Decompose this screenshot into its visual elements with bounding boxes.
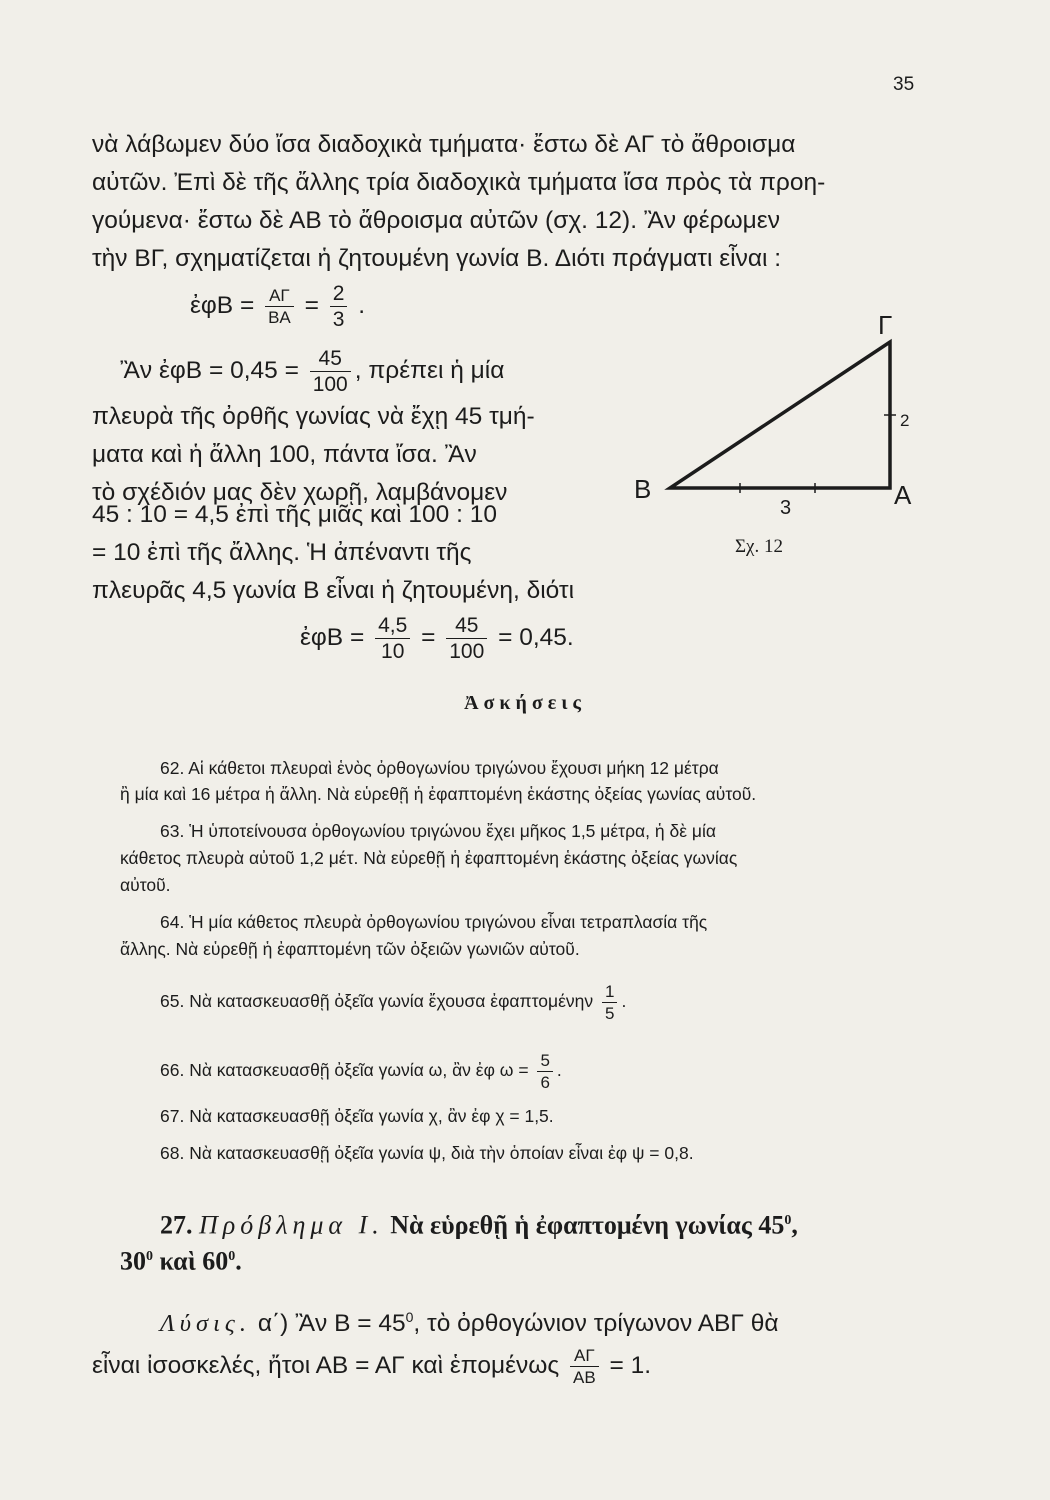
fraction-denominator: 6 bbox=[540, 1073, 550, 1092]
equals-sign: = bbox=[208, 356, 224, 384]
paragraph-line: ματα καὶ ἡ ἄλλη 100, πάντα ἴσα. Ἂν bbox=[92, 441, 477, 468]
fraction-denominator: ΑΒ bbox=[573, 1368, 596, 1387]
problem-27-title-cont bbox=[120, 1240, 242, 1279]
solution-label: Λύσις. bbox=[160, 1310, 251, 1338]
fraction bbox=[265, 287, 294, 326]
equals-sign: = bbox=[304, 291, 319, 319]
paragraph-line: τὴν ΒΓ, σχηματίζεται ἡ ζητουμένη γωνία Β. Διότι πράγματι εἶναι : bbox=[92, 245, 782, 272]
problem-label: Πρόβλημα Ι. bbox=[199, 1210, 384, 1240]
problem-text: καὶ 60 bbox=[153, 1246, 229, 1276]
equals-sign: = bbox=[349, 623, 365, 651]
exercise-62-line: ἢ μία καὶ 16 μέτρα ἡ ἄλλη. Νὰ εὑρεθῇ ἡ ἐφαπτομένη ἑκάστης ὀξείας γωνίας αὐτοῦ. bbox=[120, 784, 757, 804]
exercise-64-line: 64. Ἡ μία κάθετος πλευρὰ ὀρθογωνίου τριγώνου εἶναι τετραπλασία τῆς bbox=[160, 912, 708, 932]
equals-sign: = bbox=[239, 291, 255, 319]
exercise-66 bbox=[160, 1052, 562, 1091]
fraction-denominator: ΒΑ bbox=[268, 308, 291, 327]
fraction-numerator: 2 bbox=[330, 283, 348, 307]
paragraph-line: = 10 ἐπὶ τῆς ἄλλης. Ἡ ἀπέναντι τῆς bbox=[92, 539, 472, 566]
degree-mark: 0 bbox=[228, 1249, 236, 1264]
exercise-63-line: κάθετος πλευρὰ αὐτοῦ 1,2 μέτ. Νὰ εὑρεθῇ ἡ ἐφαπτομένη ἑκάστης ὀξείας γωνίας bbox=[120, 848, 738, 868]
value: 0,45 bbox=[230, 356, 278, 384]
formula-lhs: ἐφΒ bbox=[300, 623, 344, 651]
period: . bbox=[358, 291, 366, 319]
formula-suffix: , πρέπει ἡ μία bbox=[354, 356, 505, 384]
exercise-63-line: 63. Ἡ ὑποτείνουσα ὀρθογωνίου τριγώνου ἔχει μῆκος 1,5 μέτρα, ἡ δὲ μία bbox=[160, 821, 716, 841]
fraction-numerator: ΑΓ bbox=[265, 287, 294, 307]
fraction bbox=[602, 983, 617, 1022]
degree-mark: 0 bbox=[146, 1249, 153, 1264]
period: . bbox=[621, 991, 627, 1012]
solution-text: α΄) Ἂν Β = 45 bbox=[257, 1310, 406, 1338]
solution-result: = 1. bbox=[609, 1351, 652, 1379]
exercise-text: 65. Νὰ κατασκευασθῇ ὀξεῖα γωνία ἔχουσα ἐφαπτομένην bbox=[160, 991, 594, 1012]
equals-sign: = bbox=[284, 356, 299, 384]
degree-mark: 0 bbox=[784, 1213, 792, 1228]
fraction-numerator: 45 bbox=[310, 348, 351, 372]
period: . bbox=[235, 1246, 242, 1276]
formula-lhs: ἐφΒ bbox=[190, 291, 234, 319]
fraction-denominator: 100 bbox=[449, 640, 485, 663]
paragraph-line: αὐτῶν. Ἐπὶ δὲ τῆς ἄλλης τρία διαδοχικὰ τμήματα ἴσα πρὸς τὰ προη- bbox=[92, 169, 826, 196]
triangle-shape bbox=[670, 342, 890, 488]
solution-text: εἶναι ἰσοσκελές, ἤτοι ΑΒ = ΑΓ καὶ ἑπομένως bbox=[92, 1351, 560, 1379]
solution-line-2 bbox=[92, 1347, 651, 1386]
fraction bbox=[330, 283, 348, 330]
degree-mark: 0 bbox=[405, 1309, 414, 1325]
equals-sign: = bbox=[421, 623, 436, 651]
equals-sign: = bbox=[498, 623, 513, 651]
paragraph-line: πλευρὰ τῆς ὀρθῆς γωνίας νὰ ἔχῃ 45 τμή- bbox=[92, 403, 535, 430]
formula-tan-b-045 bbox=[120, 348, 504, 395]
fraction-denominator: 5 bbox=[605, 1004, 615, 1023]
solution-line-1 bbox=[160, 1302, 779, 1339]
fraction bbox=[446, 615, 487, 662]
vertex-label-a: Α bbox=[894, 480, 912, 510]
exercise-67: 67. Νὰ κατασκευασθῇ ὀξεῖα γωνία χ, ἂν ἐφ χ = 1,5. bbox=[160, 1106, 554, 1126]
exercises-heading: Ἀσκήσεις bbox=[464, 692, 586, 714]
formula-result bbox=[300, 615, 574, 662]
exercise-64-line: ἄλλης. Νὰ εὑρεθῇ ἡ ἐφαπτομένη τῶν ὀξειῶν γωνιῶν αὐτοῦ. bbox=[120, 939, 580, 959]
formula-tan-b bbox=[190, 283, 365, 330]
figure-caption: Σχ. 12 bbox=[735, 536, 783, 557]
exercise-65 bbox=[160, 983, 626, 1022]
fraction-numerator: ΑΓ bbox=[570, 1347, 599, 1367]
paragraph-line: νὰ λάβωμεν δύο ἴσα διαδοχικὰ τμήματα· ἔστω δὲ ΑΓ τὸ ἄθροισμα bbox=[92, 131, 796, 158]
fraction-denominator: 3 bbox=[332, 308, 345, 331]
fraction-numerator: 1 bbox=[602, 983, 617, 1003]
exercise-68: 68. Νὰ κατασκευασθῇ ὀξεῖα γωνία ψ, διὰ τὴν ὁποίαν εἶναι ἐφ ψ = 0,8. bbox=[160, 1143, 694, 1163]
problem-number: 27. bbox=[160, 1210, 193, 1240]
fraction bbox=[537, 1052, 552, 1091]
fraction-denominator: 100 bbox=[312, 373, 348, 396]
exercise-63-line: αὐτοῦ. bbox=[120, 875, 171, 895]
fraction bbox=[570, 1347, 599, 1386]
fraction bbox=[310, 348, 351, 395]
value: 0,45. bbox=[519, 623, 574, 651]
comma: , bbox=[791, 1210, 798, 1240]
base-length-label: 3 bbox=[780, 497, 792, 519]
problem-text: 30 bbox=[120, 1246, 146, 1276]
problem-text: Νὰ εὑρεθῇ ἡ ἐφαπτομένη γωνίας 45 bbox=[390, 1210, 785, 1240]
exercise-text: 66. Νὰ κατασκευασθῇ ὀξεῖα γωνία ω, ἂν ἐφ ω = bbox=[160, 1060, 529, 1081]
vertex-label-b: Β bbox=[634, 474, 652, 504]
fraction-numerator: 4,5 bbox=[375, 615, 410, 639]
fraction-denominator: 10 bbox=[381, 640, 405, 663]
paragraph-line: πλευρᾶς 4,5 γωνία Β εἶναι ἡ ζητουμένη, διότι bbox=[92, 577, 575, 604]
fraction bbox=[375, 615, 410, 662]
fraction-numerator: 5 bbox=[537, 1052, 552, 1072]
problem-27-title bbox=[160, 1204, 798, 1243]
paragraph-line: 45 : 10 = 4,5 ἐπὶ τῆς μιᾶς καὶ 100 : 10 bbox=[92, 501, 497, 528]
exercise-62-line: 62. Αἱ κάθετοι πλευραὶ ἑνὸς ὀρθογωνίου τριγώνου ἔχουσι μήκη 12 μέτρα bbox=[160, 758, 719, 778]
period: . bbox=[556, 1060, 562, 1081]
paragraph-line: γούμενα· ἔστω δὲ ΑΒ τὸ ἄθροισμα αὐτῶν (σχ. 12). Ἂν φέρωμεν bbox=[92, 207, 780, 234]
figure-12 bbox=[630, 300, 930, 570]
height-length-label: 2 bbox=[900, 411, 910, 430]
vertex-label-g: Γ bbox=[878, 310, 893, 340]
fraction-numerator: 45 bbox=[446, 615, 487, 639]
page-number: 35 bbox=[893, 74, 915, 95]
solution-text: , τὸ ὀρθογώνιον τρίγωνον ΑΒΓ θὰ bbox=[413, 1310, 779, 1338]
formula-lhs: Ἂν ἐφΒ bbox=[120, 356, 203, 384]
paragraph-line: τὸ σχέδιόν μας δὲν χωρῇ, λαμβάνομεν bbox=[92, 479, 508, 506]
